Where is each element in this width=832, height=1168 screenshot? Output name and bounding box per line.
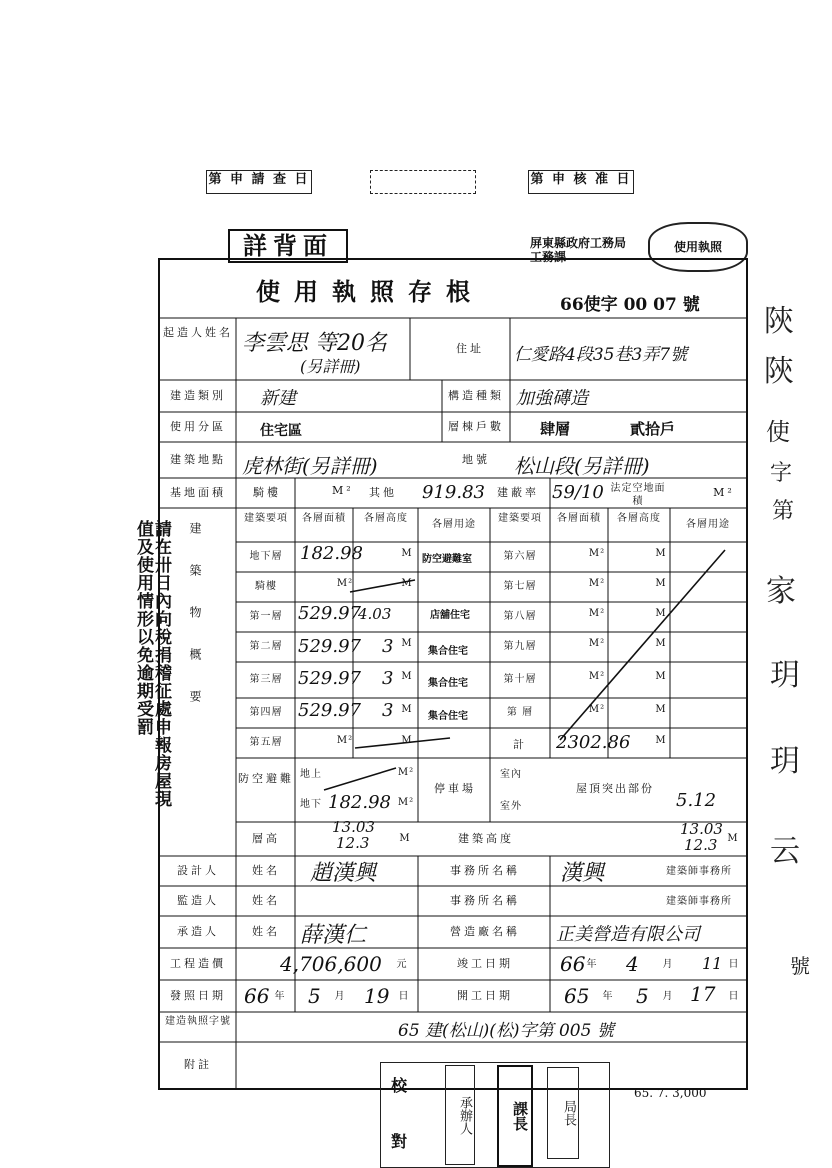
start-year: 65 [564, 984, 590, 1008]
detail-see-back-label: 詳背面 [228, 229, 348, 263]
bleed-char-5: 第 [772, 499, 795, 524]
floor-label-2: 第二層 [249, 641, 283, 652]
unit-m: M [655, 578, 667, 589]
floor3-use: 集合住宅 [428, 678, 468, 689]
floor2-area: 529.97 [298, 636, 361, 657]
floor2-height: 3 [382, 636, 394, 657]
supervisor-office-label: 事務所名稱 [450, 894, 520, 907]
proof-label: 對 [391, 1132, 408, 1151]
section-chief-stamp: 課長 [497, 1065, 533, 1167]
coverage-label: 建蔽率 [497, 486, 539, 499]
contractor-label: 承造人 [177, 925, 219, 938]
unit-m: M [655, 735, 667, 746]
floors-value: 肆層 [540, 420, 571, 438]
floor-label-1: 第一層 [249, 611, 283, 622]
contractor-firm: 正美營造有限公司 [556, 924, 700, 945]
unit-m2: M² [588, 608, 606, 619]
use-zone-label: 使用分區 [170, 420, 226, 433]
site-label: 建築地點 [170, 453, 226, 466]
address-label: 住址 [456, 342, 484, 355]
parking-outdoor-label: 室外 [500, 801, 522, 812]
building-permit-label: 建造執照字號 [165, 1016, 231, 1027]
open-space-label: 法定空地面積 [610, 483, 666, 507]
coverage-value: 59/10 [552, 482, 604, 503]
unit-m2: M² [588, 671, 606, 682]
total-label: 計 [513, 738, 527, 751]
builder-name: 李雲思 等20名 [242, 331, 387, 356]
building-height-value-2: 12.3 [684, 836, 718, 854]
parking-label: 停車場 [434, 782, 476, 795]
license-seal: 使用執照 [648, 222, 748, 272]
supervisor-office-suffix: 建築師事務所 [666, 896, 732, 907]
unit-m: M [401, 671, 413, 682]
cost-value: 4,706,600 [280, 952, 382, 976]
building-permit-value: 65 建(松山)(松)字第 005 號 [398, 1021, 614, 1041]
underground-area: 182.98 [328, 792, 391, 813]
floor-label-7: 第七層 [503, 581, 537, 592]
use-zone-value: 住宅區 [260, 423, 302, 439]
official-stamp: 屏東縣政府工務局 工務課 [530, 236, 627, 264]
building-type-label: 建造類別 [170, 389, 226, 402]
cost-unit: 元 [396, 959, 408, 970]
total-area: 2302.86 [556, 732, 631, 753]
ground-unit: M² [397, 767, 415, 778]
arcade-unit: M² [332, 484, 354, 497]
unit-m: M [655, 704, 667, 715]
storey-height-value: 13.03 [332, 818, 375, 836]
other-area-value: 919.83 [422, 482, 485, 503]
designer-office: 漢興 [560, 861, 605, 886]
unit-m2: M² [588, 578, 606, 589]
floor-height-header: 各層高度 [364, 513, 408, 524]
underground-unit: M² [397, 797, 415, 808]
floor4-height: 3 [382, 700, 394, 721]
month-label: 月 [334, 991, 346, 1002]
license-number: 66使字 00 07 號 [560, 295, 700, 315]
unit-m2: M² [588, 638, 606, 649]
roof-projection-label: 屋頂突出部份 [576, 782, 654, 795]
month-label: 月 [662, 991, 674, 1002]
floor-height-header-right: 各層高度 [617, 513, 661, 524]
floor-label-basement: 地下層 [249, 551, 283, 562]
storey-height-label: 層高 [252, 832, 280, 845]
completion-month: 4 [626, 952, 639, 976]
underground-label: 地下 [300, 799, 322, 810]
lot-label: 地號 [462, 453, 490, 466]
issue-month: 5 [308, 984, 321, 1008]
unit-m: M [401, 735, 413, 746]
floor-label-arcade: 騎樓 [255, 581, 277, 592]
bleed-char-10: 號 [790, 954, 810, 978]
unit-m: M [655, 638, 667, 649]
start-day: 17 [690, 982, 716, 1006]
completion-date-label: 竣工日期 [457, 957, 513, 970]
bleed-char-2: 陝 [764, 354, 794, 389]
contractor-firm-label: 營造廠名稱 [450, 925, 520, 938]
tax-declaration-note: 請在卅日內向稅捐稽征處申報房屋現值及使用情形以免逾期受罰 [133, 520, 171, 808]
designer-label: 設計人 [177, 864, 219, 877]
floors-units-label: 層棟戶數 [448, 420, 504, 433]
floor-label-6: 第六層 [503, 551, 537, 562]
day-label: 日 [728, 959, 740, 970]
form-title: 使用執照存根 [256, 277, 484, 306]
year-label: 年 [274, 991, 286, 1002]
proofread-box [380, 1062, 610, 1168]
year-label: 年 [602, 991, 614, 1002]
structure-type-label: 構造種類 [448, 389, 504, 402]
site-area-label: 基地面積 [170, 486, 226, 499]
unit-m2: M² [588, 704, 606, 715]
issue-year: 66 [244, 984, 270, 1008]
director-stamp: 局長 [547, 1067, 579, 1159]
issue-day: 19 [364, 984, 390, 1008]
roof-projection-value: 5.12 [676, 790, 717, 811]
bleed-char-7: 玥 [770, 658, 800, 693]
start-month: 5 [636, 984, 649, 1008]
month-label: 月 [662, 959, 674, 970]
builder-note: (另詳冊) [300, 357, 361, 376]
floor-use-header-right: 各層用途 [686, 519, 730, 530]
floor-area-header: 各層面積 [302, 513, 346, 524]
floor1-height: 4.03 [358, 605, 392, 623]
unit-m2: M² [588, 548, 606, 559]
building-overview-label: 建築物概要 [188, 522, 202, 732]
floor-label-8: 第八層 [503, 611, 537, 622]
arcade-label: 騎樓 [253, 486, 281, 499]
bleed-char-9: 云 [770, 834, 800, 869]
units-value: 貳拾戶 [630, 420, 676, 438]
bleed-char-1: 陝 [764, 304, 794, 339]
floor-label-5: 第五層 [249, 737, 283, 748]
check-label: 校 [391, 1076, 408, 1095]
unit-m: M [655, 608, 667, 619]
designer-name-label: 姓名 [252, 864, 280, 877]
floor-label-blank: 第 層 [506, 707, 534, 718]
unit-m: M [655, 671, 667, 682]
year-label: 年 [586, 959, 598, 970]
handler-stamp: 承辦人 [445, 1065, 475, 1165]
unit-m2: M² [336, 578, 354, 589]
unit-m: M [401, 638, 413, 649]
building-height-value: 13.03 [680, 820, 723, 838]
cost-label: 工程造價 [170, 957, 226, 970]
usage-license-stub-form [158, 258, 748, 1090]
bleed-char-6: 家 [766, 574, 796, 609]
contractor-name: 薛漢仁 [300, 923, 367, 948]
contractor-name-label: 姓名 [252, 925, 280, 938]
floor1-area: 529.97 [298, 603, 361, 624]
builder-address: 仁愛路4段35巷3弄7號 [514, 345, 688, 365]
floor-label-3: 第三層 [249, 674, 283, 685]
floor4-use: 集合住宅 [428, 711, 468, 722]
open-space-unit: M² [713, 486, 735, 499]
building-type-value: 新建 [260, 388, 296, 409]
designer-office-label: 事務所名稱 [450, 864, 520, 877]
unit-m: M [401, 704, 413, 715]
bleed-char-3: 使 [766, 418, 790, 446]
remarks-label: 附註 [184, 1058, 212, 1071]
floor-label-10: 第十層 [503, 674, 537, 685]
air-defense-label: 防空避難 [238, 772, 294, 785]
unit-m: M [727, 833, 739, 844]
floor-label-9: 第九層 [503, 641, 537, 652]
start-date-label: 開工日期 [457, 989, 513, 1002]
floor-use-header: 各層用途 [432, 519, 476, 530]
approval-stamp-right: 第 申 核 准 日 [528, 170, 634, 194]
completion-day: 11 [702, 954, 723, 973]
completion-year: 66 [560, 952, 586, 976]
supervisor-label: 監造人 [177, 894, 219, 907]
basement-area: 182.98 [300, 543, 363, 564]
floor4-area: 529.97 [298, 700, 361, 721]
print-info: 65. 7. 3,000 [634, 1086, 707, 1100]
builder-label: 起造人姓名 [163, 326, 233, 339]
basement-use: 防空避難室 [422, 554, 472, 565]
floor-area-header-right: 各層面積 [557, 513, 601, 524]
day-label: 日 [398, 991, 410, 1002]
floor3-height: 3 [382, 668, 394, 689]
supervisor-name-label: 姓名 [252, 894, 280, 907]
floor-item-header: 建築要項 [244, 513, 288, 524]
lot-value: 松山段(另詳冊) [514, 454, 650, 478]
other-label: 其他 [369, 486, 397, 499]
floor1-use: 店舖住宅 [430, 610, 470, 621]
unit-m: M [401, 548, 413, 559]
issue-date-label: 發照日期 [170, 989, 226, 1002]
building-height-label: 建築高度 [458, 832, 514, 845]
unit-m: M [399, 833, 411, 844]
floor2-use: 集合住宅 [428, 646, 468, 657]
floor-item-header-right: 建築要項 [498, 513, 542, 524]
unit-m2: M² [336, 735, 354, 746]
designer-name: 趙漢興 [310, 861, 377, 886]
designer-office-suffix: 建築師事務所 [666, 866, 732, 877]
ground-label: 地上 [300, 769, 322, 780]
site-value: 虎林街(另詳冊) [242, 454, 378, 478]
day-label: 日 [728, 991, 740, 1002]
floor-label-4: 第四層 [249, 707, 283, 718]
parking-indoor-label: 室內 [500, 769, 522, 780]
application-stamp-left: 第 申 請 查 日 [206, 170, 312, 194]
unit-m: M [655, 548, 667, 559]
application-stamp-middle [370, 170, 476, 194]
storey-height-value-2: 12.3 [336, 834, 370, 852]
unit-m: M [401, 578, 413, 589]
structure-type-value: 加強磚造 [516, 388, 588, 409]
bleed-char-8: 玥 [770, 744, 800, 779]
floor3-area: 529.97 [298, 668, 361, 689]
bleed-char-4: 字 [770, 461, 793, 486]
